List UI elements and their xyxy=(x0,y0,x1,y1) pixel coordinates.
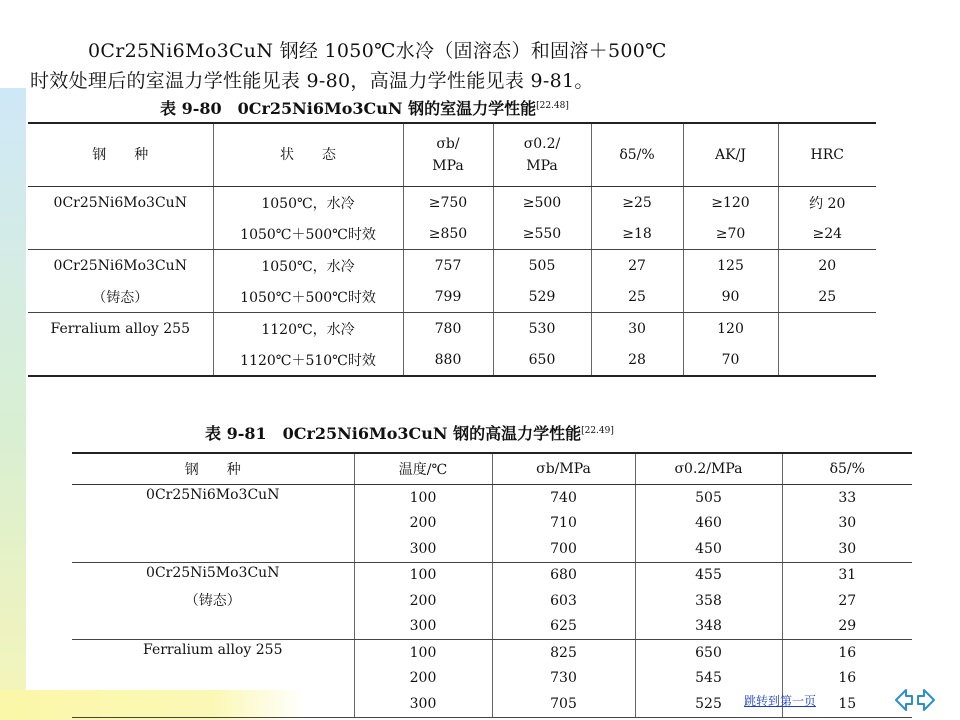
cell-temp: 100 xyxy=(354,485,492,511)
cell-steel xyxy=(72,511,354,537)
cell-delta5: 30 xyxy=(838,515,857,532)
cell-sigma-b: 625 xyxy=(492,614,635,640)
cell-steel: （铸态） xyxy=(72,588,354,614)
cell-delta5: ≥18 xyxy=(591,218,683,250)
table-row xyxy=(28,344,876,376)
cell-state: 1050℃＋500℃时效 xyxy=(213,218,403,250)
cell-sigma-b: 730 xyxy=(492,666,635,692)
cell-state: 1120℃，水冷 xyxy=(213,313,403,345)
arrow-right-icon xyxy=(916,686,938,714)
cell-sigma-02: 530 xyxy=(493,313,591,345)
cell-sigma-02: 455 xyxy=(635,562,782,588)
cell-ak: ≥120 xyxy=(683,187,778,219)
table-header-row xyxy=(72,453,912,485)
cell-ak: 70 xyxy=(683,344,778,376)
cell-ak: 90 xyxy=(683,281,778,313)
table-row xyxy=(72,640,912,666)
cell-delta5: 30 xyxy=(591,313,683,345)
page-navigation xyxy=(892,686,940,714)
cell-temp: 200 xyxy=(354,666,492,692)
cell-sigma-02: 545 xyxy=(635,666,782,692)
cell-sigma-02: ≥550 xyxy=(493,218,591,250)
cell-sigma-b: 799 xyxy=(403,281,493,313)
cell-hrc xyxy=(778,313,876,345)
cell-delta5: 33 xyxy=(838,489,857,506)
cell-steel xyxy=(72,691,354,717)
col-header-state: 状 态 xyxy=(213,123,403,187)
cell-sigma-b: ≥850 xyxy=(403,218,493,250)
cell-steel xyxy=(72,666,354,692)
cell-sigma-02: 460 xyxy=(635,511,782,537)
cell-sigma-02: 529 xyxy=(493,281,591,313)
cell-temp: 300 xyxy=(354,536,492,562)
cell-sigma-b: 757 xyxy=(403,250,493,282)
cell-steel xyxy=(28,218,213,250)
cell-steel xyxy=(72,614,354,640)
cell-steel: 0Cr25Ni6Mo3CuN xyxy=(28,250,213,282)
cell-delta5: 15 xyxy=(782,691,912,717)
col-header-steel: 钢 种 xyxy=(28,123,213,187)
table-row xyxy=(72,536,912,562)
sigma-b-unit: MPa xyxy=(432,158,464,174)
col-header-sigma-02 xyxy=(493,123,591,187)
table-9-81-title xyxy=(205,421,614,444)
cell-sigma-b: 700 xyxy=(492,536,635,562)
table-row xyxy=(72,588,912,614)
cell-temp: 200 xyxy=(354,588,492,614)
cell-delta5: 31 xyxy=(838,567,857,584)
cell-steel: 0Cr25Ni6Mo3CuN xyxy=(72,485,354,511)
col-header-ak: AK/J xyxy=(683,123,778,187)
next-page-button[interactable] xyxy=(916,686,938,714)
intro-paragraph xyxy=(30,36,930,96)
cell-sigma-02: 505 xyxy=(635,485,782,511)
cell-temp: 200 xyxy=(354,511,492,537)
table-row xyxy=(28,218,876,250)
cell-sigma-b: ≥750 xyxy=(403,187,493,219)
cell-sigma-b: 710 xyxy=(492,511,635,537)
cell-hrc xyxy=(778,344,876,376)
cell-delta5: 25 xyxy=(591,281,683,313)
cell-hrc: ≥24 xyxy=(778,218,876,250)
arrow-left-icon xyxy=(892,686,914,714)
cell-state: 1120℃＋510℃时效 xyxy=(213,344,403,376)
table-row xyxy=(72,511,912,537)
table-9-81-reference: [22.49] xyxy=(581,426,614,436)
col-header-sigma-b: σb/MPa xyxy=(492,453,635,485)
table-9-80-title xyxy=(160,96,569,119)
table-row xyxy=(72,666,912,692)
table-9-80 xyxy=(28,122,876,377)
cell-temp: 300 xyxy=(354,614,492,640)
col-header-temp: 温度/℃ xyxy=(354,453,492,485)
table-9-80-title-text: 表 9-80 0Cr25Ni6Mo3CuN 钢的室温力学性能 xyxy=(160,99,537,118)
table-header-row xyxy=(28,123,876,187)
col-header-delta5: δ5/% xyxy=(591,123,683,187)
cell-sigma-b: 680 xyxy=(492,562,635,588)
cell-sigma-b: 880 xyxy=(403,344,493,376)
cell-delta5: ≥25 xyxy=(591,187,683,219)
cell-sigma-02: 650 xyxy=(635,640,782,666)
sigma-b-symbol: σb/ xyxy=(436,136,460,152)
cell-delta5: 16 xyxy=(838,644,857,661)
cell-sigma-b: 825 xyxy=(492,640,635,666)
left-decor-bar xyxy=(0,88,26,720)
cell-steel: （铸态） xyxy=(28,281,213,313)
table-9-80-reference: [22.48] xyxy=(536,101,569,111)
cell-ak: 120 xyxy=(683,313,778,345)
prev-page-button[interactable] xyxy=(892,686,914,714)
table-row xyxy=(28,281,876,313)
cell-ak: 125 xyxy=(683,250,778,282)
cell-sigma-02: 348 xyxy=(635,614,782,640)
cell-steel xyxy=(28,344,213,376)
cell-delta5: 29 xyxy=(782,614,912,640)
jump-to-first-page-link[interactable]: 跳转到第一页 xyxy=(744,694,817,708)
cell-hrc: 约 20 xyxy=(809,195,846,212)
col-header-hrc: HRC xyxy=(778,123,876,187)
table-row xyxy=(72,614,912,640)
intro-line-2: 时效处理后的室温力学性能见表 9-80，高温力学性能见表 9-81。 xyxy=(30,70,594,92)
cell-hrc: 25 xyxy=(778,281,876,313)
table-9-81-title-text: 表 9-81 0Cr25Ni6Mo3CuN 钢的高温力学性能 xyxy=(205,424,582,443)
cell-state: 1050℃，水冷 xyxy=(213,250,403,282)
cell-sigma-b: 740 xyxy=(492,485,635,511)
col-header-sigma-b xyxy=(403,123,493,187)
table-9-81 xyxy=(72,452,912,718)
cell-temp: 100 xyxy=(354,562,492,588)
cell-temp: 100 xyxy=(354,640,492,666)
cell-sigma-02: 358 xyxy=(635,588,782,614)
sigma-02-symbol: σ0.2/ xyxy=(523,136,561,152)
table-row xyxy=(28,250,876,282)
cell-sigma-b: 603 xyxy=(492,588,635,614)
table-row xyxy=(28,313,876,345)
cell-delta5: 16 xyxy=(838,670,857,687)
cell-sigma-02: ≥500 xyxy=(493,187,591,219)
cell-delta5: 28 xyxy=(591,344,683,376)
cell-sigma-b: 705 xyxy=(492,691,635,717)
cell-delta5: 27 xyxy=(591,250,683,282)
cell-ak: ≥70 xyxy=(683,218,778,250)
intro-line-1: 0Cr25Ni6Mo3CuN 钢经 1050℃水冷（固溶态）和固溶＋500℃ xyxy=(88,40,667,62)
cell-sigma-b: 780 xyxy=(403,313,493,345)
cell-steel: 0Cr25Ni5Mo3CuN xyxy=(72,562,354,588)
table-row xyxy=(72,562,912,588)
cell-delta5: 27 xyxy=(838,592,857,609)
cell-hrc: 20 xyxy=(818,257,837,274)
cell-state: 1050℃＋500℃时效 xyxy=(213,281,403,313)
cell-steel: Ferralium alloy 255 xyxy=(72,640,354,666)
cell-delta5: 30 xyxy=(782,536,912,562)
cell-steel xyxy=(72,536,354,562)
cell-steel: 0Cr25Ni6Mo3CuN xyxy=(28,187,213,219)
col-header-sigma-02: σ0.2/MPa xyxy=(635,453,782,485)
cell-sigma-02: 525 xyxy=(635,691,782,717)
cell-sigma-02: 650 xyxy=(493,344,591,376)
table-row xyxy=(28,187,876,219)
sigma-02-unit: MPa xyxy=(526,158,558,174)
col-header-steel: 钢 种 xyxy=(72,453,354,485)
cell-sigma-02: 450 xyxy=(635,536,782,562)
cell-sigma-02: 505 xyxy=(493,250,591,282)
col-header-delta5: δ5/% xyxy=(782,453,912,485)
table-row xyxy=(72,485,912,511)
cell-steel: Ferralium alloy 255 xyxy=(28,313,213,345)
cell-temp: 300 xyxy=(354,691,492,717)
cell-state: 1050℃，水冷 xyxy=(213,187,403,219)
